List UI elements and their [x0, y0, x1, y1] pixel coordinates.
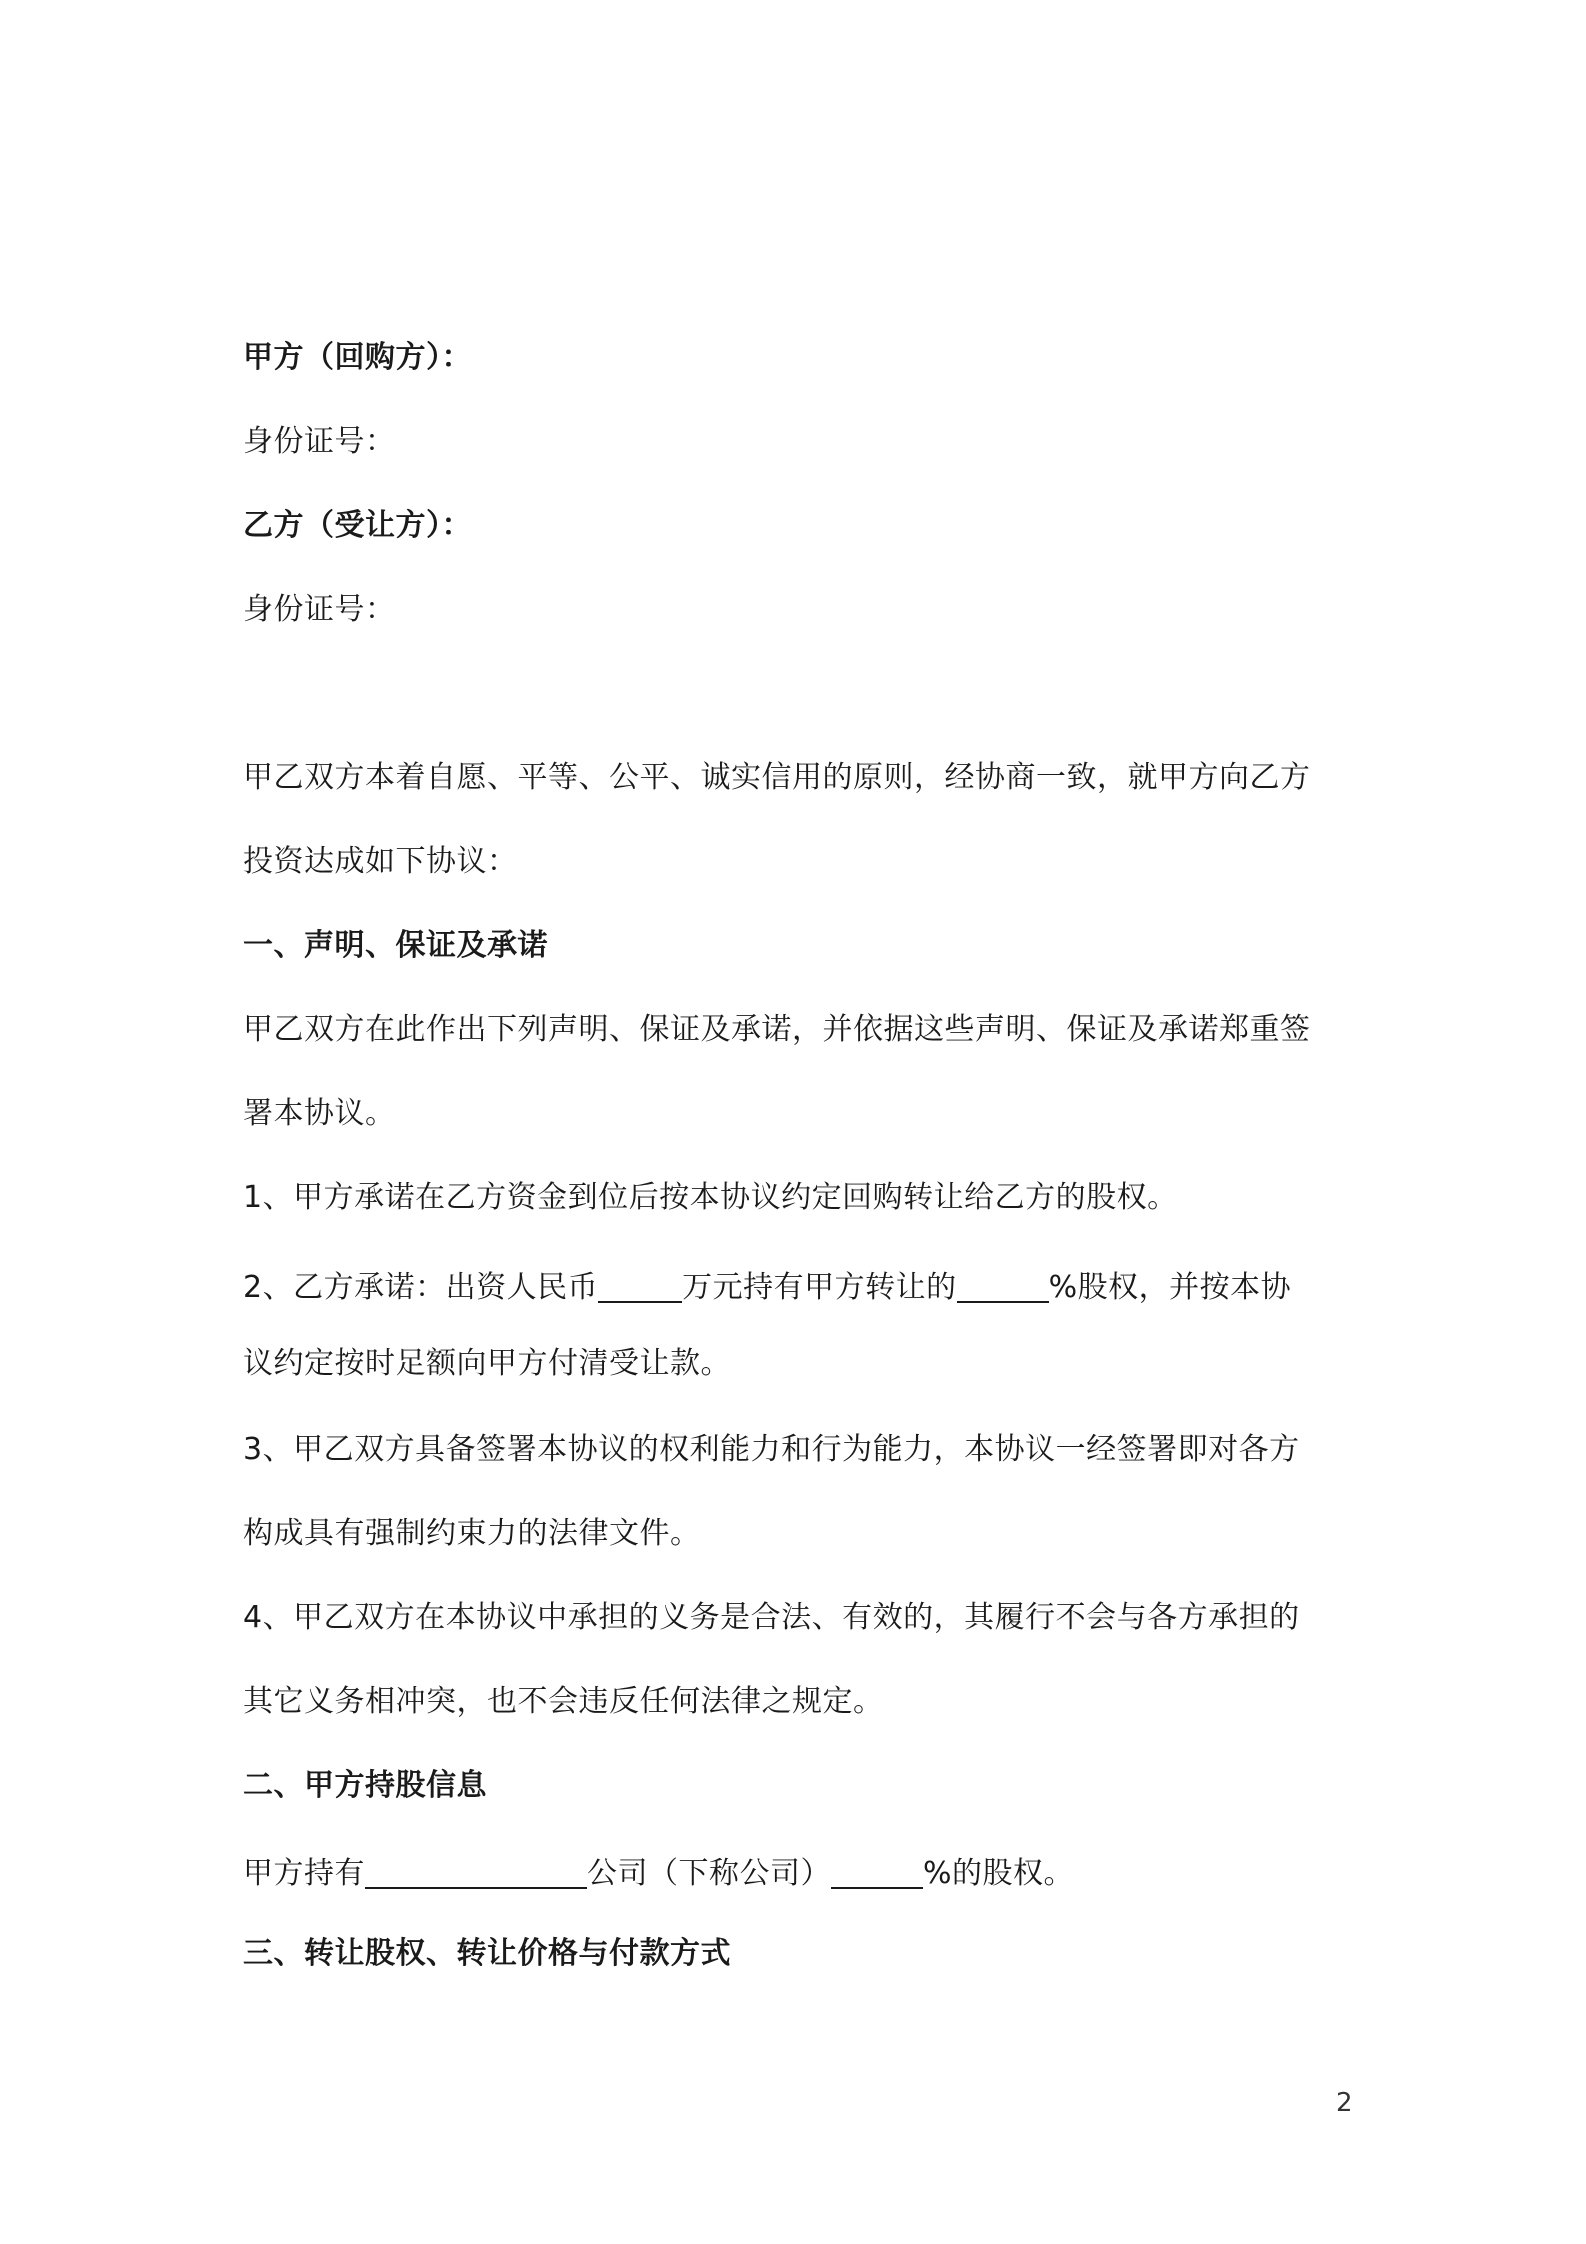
section-2-line	[243, 1852, 1074, 1896]
item-2-text-3: %股权，并按本协	[1048, 1270, 1292, 1305]
item-4-line-2: 其它义务相冲突，也不会违反任何法律之规定。	[243, 1684, 884, 1719]
party-a-label: 甲方（回购方）：	[243, 340, 472, 375]
item-3-line-1: 3、甲乙双方具备签署本协议的权利能力和行为能力，本协议一经签署即对各方	[243, 1432, 1300, 1467]
section-2-heading: 二、甲方持股信息	[243, 1768, 487, 1803]
party-b-id-label: 身份证号：	[243, 592, 396, 627]
section-1-heading: 一、声明、保证及承诺	[243, 928, 548, 963]
amount-blank[interactable]	[598, 1267, 682, 1303]
item-2-line-1	[243, 1266, 1291, 1310]
item-2-text-1: 2、乙方承诺：出资人民币	[243, 1270, 599, 1305]
item-2-line-2: 议约定按时足额向甲方付清受让款。	[243, 1346, 731, 1381]
section-2-text-1: 甲方持有	[243, 1856, 365, 1891]
section-3-heading: 三、转让股权、转让价格与付款方式	[243, 1936, 731, 1971]
item-1: 1、甲方承诺在乙方资金到位后按本协议约定回购转让给乙方的股权。	[243, 1180, 1178, 1215]
company-name-blank[interactable]	[365, 1853, 587, 1889]
item-3-line-2: 构成具有强制约束力的法律文件。	[243, 1516, 701, 1551]
section-2-text-3: %的股权。	[923, 1856, 1075, 1891]
section-1-para-line-2: 署本协议。	[243, 1096, 396, 1131]
intro-line-2: 投资达成如下协议：	[243, 844, 518, 879]
party-b-label: 乙方（受让方）：	[243, 508, 472, 543]
share-percent-blank[interactable]	[831, 1853, 923, 1889]
page-number: 2	[1336, 2088, 1353, 2118]
section-2-text-2: 公司（下称公司）	[587, 1856, 831, 1891]
item-4-line-1: 4、甲乙双方在本协议中承担的义务是合法、有效的，其履行不会与各方承担的	[243, 1600, 1300, 1635]
percent-blank[interactable]	[957, 1267, 1049, 1303]
item-2-text-2: 万元持有甲方转让的	[682, 1270, 957, 1305]
section-1-para-line-1: 甲乙双方在此作出下列声明、保证及承诺，并依据这些声明、保证及承诺郑重签	[243, 1012, 1311, 1047]
intro-line-1: 甲乙双方本着自愿、平等、公平、诚实信用的原则，经协商一致，就甲方向乙方	[243, 760, 1311, 795]
party-a-id-label: 身份证号：	[243, 424, 396, 459]
